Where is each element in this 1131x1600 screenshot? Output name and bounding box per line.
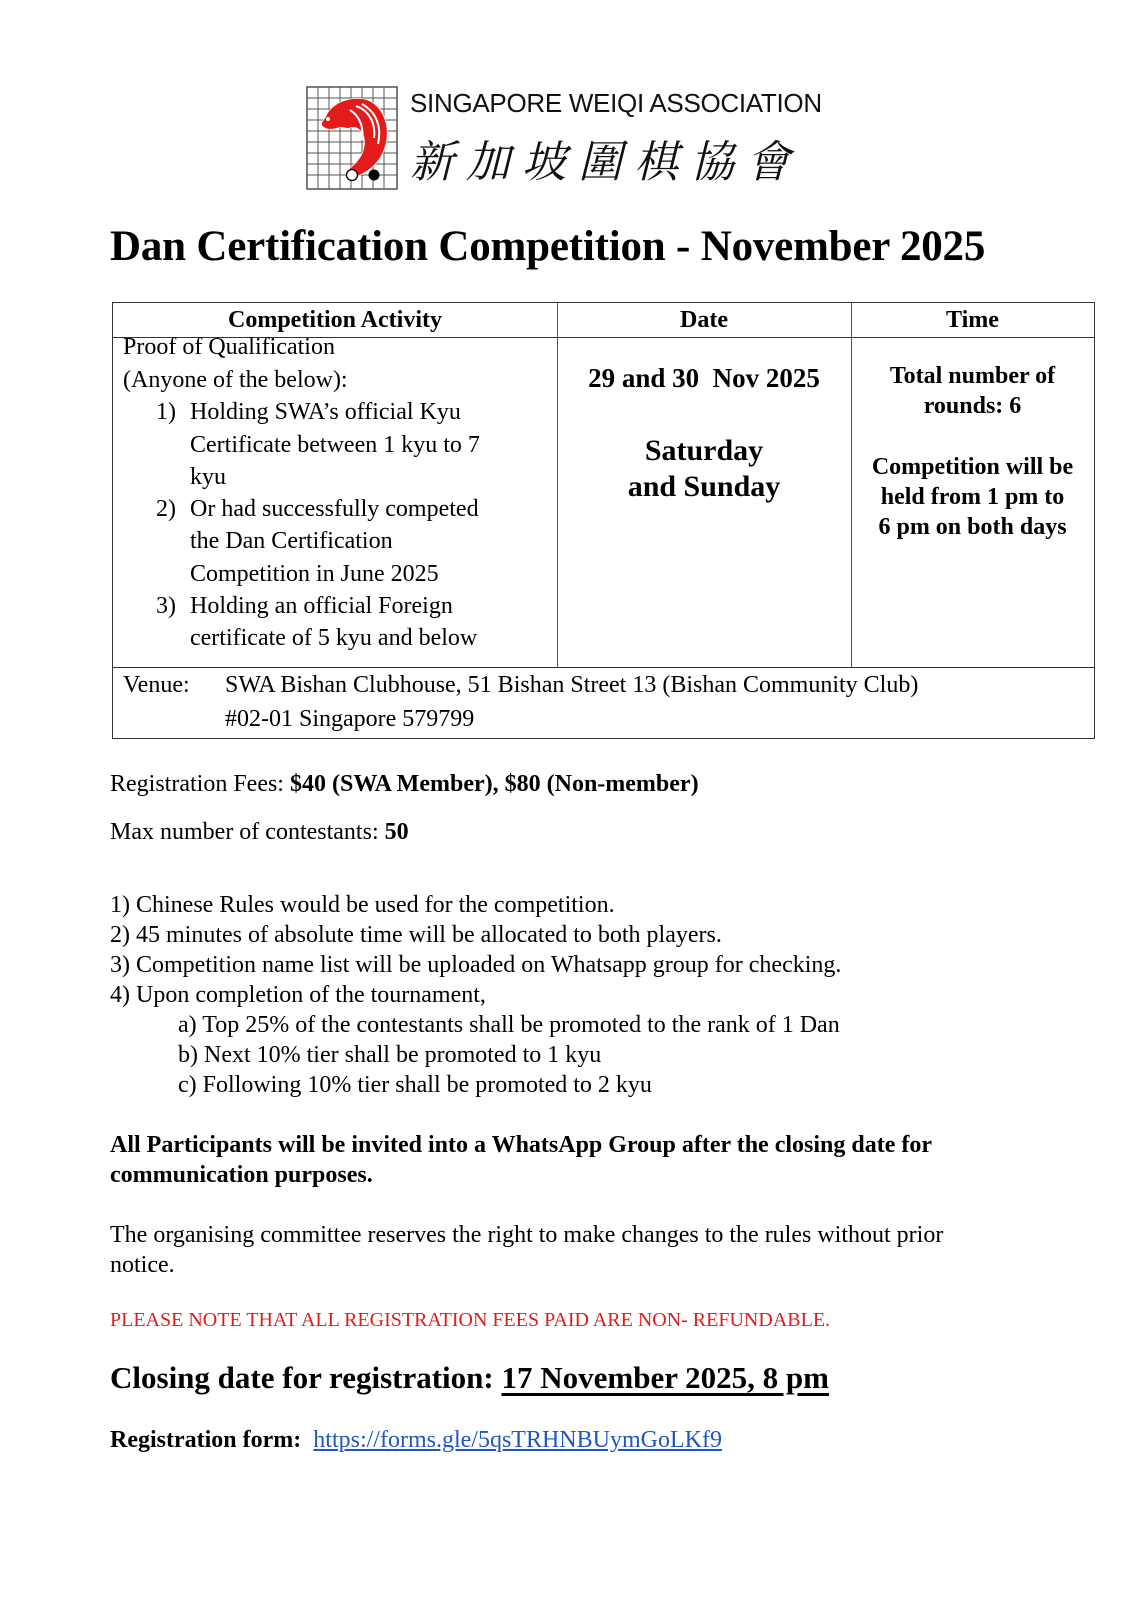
registration-form-link[interactable]: https://forms.gle/5qsTRHNBUymGoLKf9	[313, 1427, 722, 1453]
schedule-line2: held from 1 pm to	[880, 484, 1065, 510]
competition-table	[112, 302, 1095, 739]
page-title: Dan Certification Competition - November 2025	[110, 223, 986, 270]
header-competition-activity: Competition Activity	[228, 307, 442, 333]
registration-fees	[110, 769, 699, 799]
qualification-item-3-line: Holding an official Foreign	[190, 593, 453, 619]
schedule-line3: 6 pm on both days	[878, 514, 1067, 540]
committee-note-line1: The organising committee reserves the right to make changes to the rules without prior	[110, 1222, 944, 1248]
rule-item: 1) Chinese Rules would be used for the competition.	[110, 892, 615, 918]
max-contestants-value: 50	[384, 819, 409, 845]
venue-address-line2: #02-01 Singapore 579799	[225, 706, 475, 732]
rounds-line1: Total number of	[889, 363, 1056, 389]
item-number: 1)	[156, 399, 176, 425]
qualification-item-1-line: kyu	[190, 464, 226, 490]
promotion-item: a) Top 25% of the contestants shall be promoted to the rank of 1 Dan	[178, 1012, 840, 1038]
schedule-line1: Competition will be	[871, 454, 1074, 480]
promotion-item: b) Next 10% tier shall be promoted to 1 kyu	[178, 1042, 602, 1068]
association-logo	[306, 86, 826, 192]
closing-date	[110, 1360, 829, 1396]
non-refundable-notice: PLEASE NOTE THAT ALL REGISTRATION FEES PAID ARE NON- REFUNDABLE.	[110, 1309, 831, 1331]
fees-label: Registration Fees:	[110, 771, 290, 797]
qualification-item-1-line: Certificate between 1 kyu to 7	[190, 432, 480, 458]
qualification-heading: Proof of Qualification	[123, 334, 335, 360]
qualification-item-2-line: the Dan Certification	[190, 528, 393, 554]
rule-item: 4) Upon completion of the tournament,	[110, 982, 486, 1008]
org-name-english: SINGAPORE WEIQI ASSOCIATION	[410, 88, 822, 118]
merlion-go-board-icon	[306, 86, 398, 190]
header-time: Time	[946, 307, 999, 333]
whatsapp-note-line1: All Participants will be invited into a WhatsApp Group after the closing date for	[110, 1132, 933, 1158]
item-number: 2)	[156, 496, 176, 522]
venue-label: Venue:	[123, 672, 190, 698]
qualification-item-2-line: Competition in June 2025	[190, 561, 439, 587]
qualification-subheading: (Anyone of the below):	[123, 367, 348, 393]
registration-form	[110, 1425, 722, 1455]
competition-days-line2: and Sunday	[627, 470, 781, 503]
committee-note-line2: notice.	[110, 1252, 175, 1278]
closing-date-label: Closing date for registration:	[110, 1360, 502, 1395]
header-date: Date	[680, 307, 728, 333]
registration-form-label: Registration form:	[110, 1427, 302, 1453]
venue-divider	[113, 667, 1094, 668]
max-contestants	[110, 817, 409, 847]
promotion-item: c) Following 10% tier shall be promoted to 2 kyu	[178, 1072, 652, 1098]
max-contestants-label: Max number of contestants:	[110, 819, 385, 845]
competition-dates: 29 and 30 Nov 2025	[588, 363, 820, 393]
closing-date-value: 17 November 2025, 8 pm	[501, 1360, 829, 1395]
rule-item: 2) 45 minutes of absolute time will be allocated to both players.	[110, 922, 722, 948]
venue-address-line1: SWA Bishan Clubhouse, 51 Bishan Street 13 (Bishan Community Club)	[225, 672, 919, 698]
rounds-line2: rounds: 6	[923, 393, 1022, 419]
competition-days-line1: Saturday	[644, 434, 764, 467]
rule-item: 3) Competition name list will be uploaded on Whatsapp group for checking.	[110, 952, 842, 978]
qualification-item-2-line: Or had successfully competed	[190, 496, 479, 522]
qualification-item-1-line: Holding SWA’s official Kyu	[190, 399, 461, 425]
qualification-item-3-line: certificate of 5 kyu and below	[190, 625, 478, 651]
item-number: 3)	[156, 593, 176, 619]
org-name-chinese: 新加坡圍棋協會	[410, 137, 802, 188]
fees-value: $40 (SWA Member), $80 (Non-member)	[289, 771, 699, 797]
whatsapp-note-line2: communication purposes.	[110, 1162, 373, 1188]
